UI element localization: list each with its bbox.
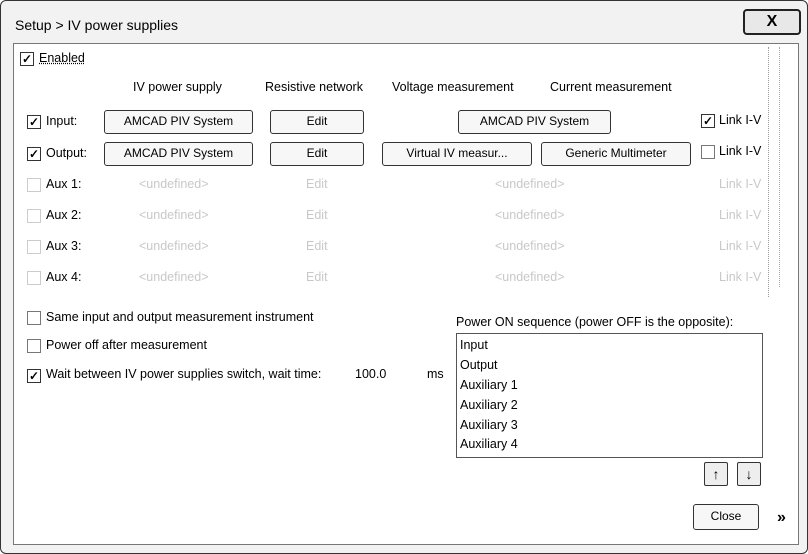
aux1-voltage: <undefined> [495,177,565,191]
aux3-voltage: <undefined> [495,239,565,253]
input-link-label: Link I-V [719,113,762,127]
aux2-supply: <undefined> [139,208,209,222]
window-title: Setup > IV power supplies [15,17,179,33]
sequence-item-aux1[interactable]: Auxiliary 1 [460,378,518,392]
header-current: Current measurement [550,80,672,94]
power-off-checkbox[interactable] [27,339,41,353]
aux2-edit: Edit [306,208,328,222]
title-bar [1,1,807,41]
aux1-edit: Edit [306,177,328,191]
wait-unit: ms [427,367,444,381]
input-link-checkbox[interactable]: ✓ [702,114,714,128]
aux4-edit: Edit [306,270,328,284]
wait-between-label: Wait between IV power supplies switch, wait time: [46,367,322,381]
input-voltage-button[interactable]: AMCAD PIV System [458,110,611,134]
output-voltage-button[interactable]: Virtual IV measur... [382,142,532,166]
output-link-checkbox[interactable] [701,145,715,159]
aux2-checkbox[interactable] [27,209,41,223]
move-down-icon[interactable]: ↓ [737,462,761,486]
wait-between-checkbox[interactable]: ✓ [28,369,40,383]
header-iv-supply: IV power supply [133,80,222,94]
aux4-checkbox[interactable] [27,271,41,285]
output-label: Output: [46,146,87,160]
same-instrument-label: Same input and output measurement instrument [46,310,314,324]
output-edit-button[interactable]: Edit [270,142,364,166]
close-window-button[interactable]: X [743,9,801,35]
aux1-supply: <undefined> [139,177,209,191]
output-checkbox[interactable]: ✓ [28,147,40,161]
aux4-link-label: Link I-V [719,270,762,284]
aux4-label: Aux 4: [46,270,82,284]
sequence-title: Power ON sequence (power OFF is the opposite): [456,315,734,329]
sequence-list[interactable] [456,333,763,458]
aux1-link-label: Link I-V [719,177,762,191]
header-voltage: Voltage measurement [392,80,514,94]
wait-time-input[interactable]: 100.0 [355,367,387,381]
vertical-scrollbar[interactable] [768,47,791,297]
aux3-label: Aux 3: [46,239,82,253]
aux3-edit: Edit [306,239,328,253]
aux4-supply: <undefined> [139,270,209,284]
aux2-link-label: Link I-V [719,208,762,222]
aux1-checkbox[interactable] [27,178,41,192]
sequence-item-input[interactable]: Input [460,338,488,352]
aux2-voltage: <undefined> [495,208,565,222]
sequence-item-output[interactable]: Output [460,358,498,372]
aux4-voltage: <undefined> [495,270,565,284]
output-current-button[interactable]: Generic Multimeter [541,142,691,166]
expand-chevron-icon[interactable]: » [777,509,786,526]
sequence-item-aux4[interactable]: Auxiliary 4 [460,437,518,451]
aux3-supply: <undefined> [139,239,209,253]
input-label: Input: [46,114,78,128]
header-resistive: Resistive network [265,80,363,94]
enabled-label: Enabled [39,51,85,65]
aux2-label: Aux 2: [46,208,82,222]
output-link-label: Link I-V [719,144,762,158]
same-instrument-checkbox[interactable] [27,311,41,325]
input-edit-button[interactable]: Edit [270,110,364,134]
move-up-icon[interactable]: ↑ [704,462,728,486]
close-button[interactable]: Close [693,504,759,530]
aux1-label: Aux 1: [46,177,82,191]
input-checkbox[interactable]: ✓ [28,115,40,129]
input-supply-button[interactable]: AMCAD PIV System [104,110,253,134]
output-supply-button[interactable]: AMCAD PIV System [104,142,253,166]
power-off-label: Power off after measurement [46,338,207,352]
enabled-checkbox[interactable]: ✓ [21,52,33,66]
sequence-item-aux3[interactable]: Auxiliary 3 [460,418,518,432]
sequence-item-aux2[interactable]: Auxiliary 2 [460,398,518,412]
aux3-link-label: Link I-V [719,239,762,253]
aux3-checkbox[interactable] [27,240,41,254]
